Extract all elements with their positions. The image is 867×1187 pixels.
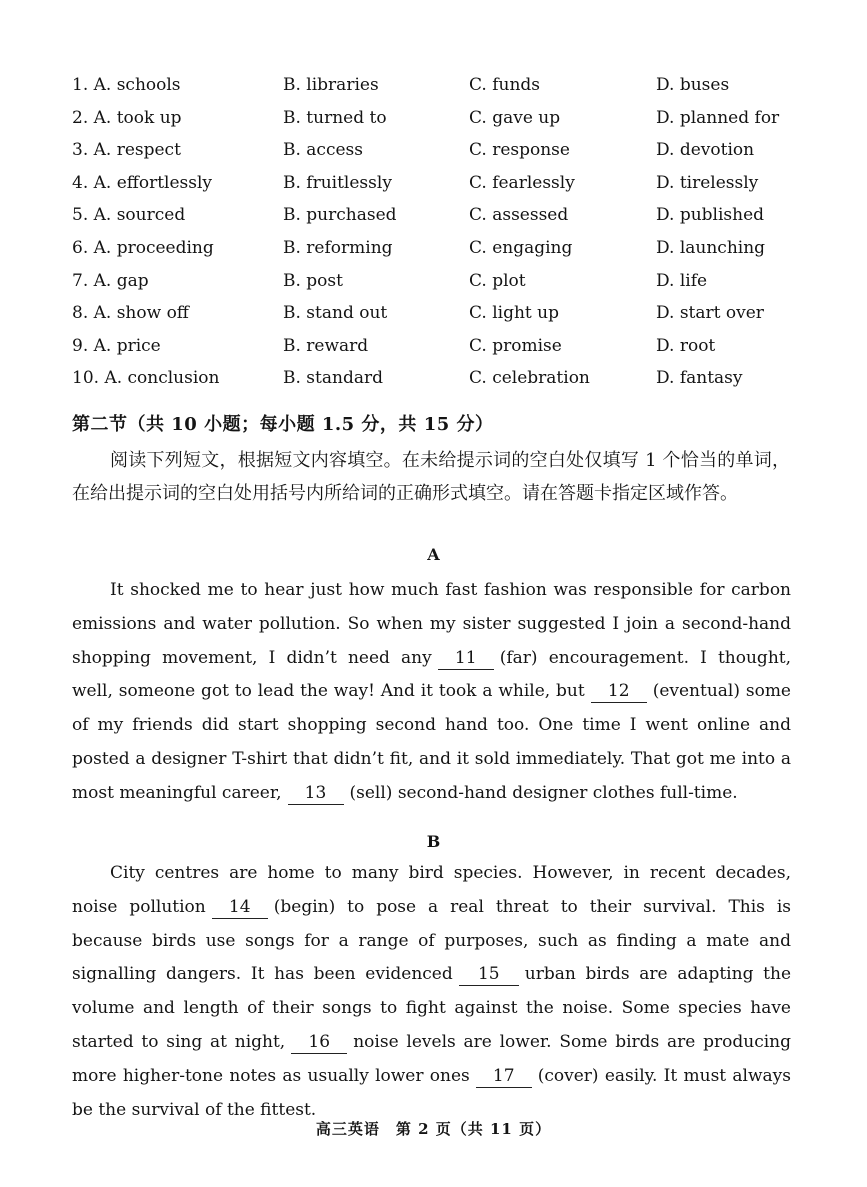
option-row-9	[72, 333, 812, 366]
option-b: B. post	[283, 270, 343, 291]
option-d: D. life	[656, 270, 708, 291]
option-c: C. promise	[469, 335, 562, 356]
option-row-7	[72, 268, 812, 301]
option-b: B. stand out	[283, 303, 388, 324]
passage-text: (cover) easily. It must always be the survival of the fittest.	[72, 1065, 791, 1120]
option-a: 8. A. show off	[72, 303, 189, 324]
option-c: C. fearlessly	[469, 172, 575, 193]
option-d: D. planned for	[656, 107, 780, 128]
option-b: B. turned to	[283, 107, 387, 128]
option-c: C. engaging	[469, 237, 573, 258]
option-c: C. funds	[469, 75, 541, 95]
option-b: B. purchased	[283, 205, 397, 226]
passage-text: City centres are home to many bird species. However, in recent decades, noise pollution	[72, 863, 791, 917]
passage-a-title: A	[427, 545, 440, 564]
page-footer: 高三英语 第 2 页（共 11 页）	[315, 1120, 552, 1138]
option-a: 7. A. gap	[72, 270, 149, 291]
option-d: D. start over	[656, 303, 764, 324]
blank-12: 12	[591, 680, 647, 703]
option-b: B. libraries	[283, 75, 379, 95]
option-b: B. standard	[283, 368, 383, 389]
option-row-6	[72, 235, 812, 268]
option-b: B. fruitlessly	[283, 172, 392, 193]
option-a: 10. A. conclusion	[72, 368, 220, 389]
passage-a	[72, 574, 791, 811]
option-b: B. access	[283, 140, 363, 161]
option-row-1	[72, 72, 812, 105]
blank-16: 16	[291, 1031, 347, 1054]
option-d: D. fantasy	[656, 368, 743, 389]
option-a: 5. A. sourced	[72, 205, 186, 226]
option-d: D. tirelessly	[656, 172, 759, 193]
options-table	[72, 72, 812, 398]
passage-text: It shocked me to hear just how much fast fashion was responsible for carbon emissions and water pollution. So when my sister suggested I join a second-hand shopping movement, I didn’t need any	[72, 580, 791, 668]
option-d: D. buses	[656, 75, 730, 95]
option-d: D. published	[656, 205, 765, 226]
blank-17: 17	[476, 1065, 532, 1088]
option-a: 1. A. schools	[72, 75, 181, 95]
option-c: C. gave up	[469, 107, 561, 128]
option-row-8	[72, 300, 812, 333]
option-row-2	[72, 105, 812, 138]
section-instructions: 阅读下列短文，根据短文内容填空。在未给提示词的空白处仅填写 1 个恰当的单词，在给出提示词的空白处用括号内所给词的正确形式填空。请在答题卡指定区域作答。	[72, 450, 790, 504]
blank-11: 11	[438, 647, 494, 670]
option-a: 6. A. proceeding	[72, 237, 214, 258]
option-row-3	[72, 137, 812, 170]
option-a: 9. A. price	[72, 335, 161, 356]
option-b: B. reward	[283, 335, 369, 356]
option-c: C. celebration	[469, 368, 590, 389]
passage-text: (sell) second-hand designer clothes full-time.	[349, 782, 738, 803]
passage-text: (far) encouragement. I thought, well, someone got to lead the way! And it took a while, but	[72, 647, 791, 702]
passage-b-title: B	[426, 832, 441, 851]
option-c: C. response	[469, 140, 570, 161]
option-a: 3. A. respect	[72, 140, 181, 161]
option-b: B. reforming	[283, 237, 393, 258]
option-c: C. light up	[469, 303, 559, 324]
blank-14: 14	[212, 896, 268, 919]
passage-text: (begin) to pose a real threat to their survival. This is because birds use songs for a range of purposes, such as finding a mate and signalling dangers. It has been evidenced	[72, 896, 792, 985]
option-row-4	[72, 170, 812, 203]
option-d: D. devotion	[656, 140, 755, 161]
blank-15: 15	[459, 963, 519, 986]
option-c: C. assessed	[469, 205, 569, 226]
passage-text: urban birds are adapting the volume and length of their songs to fight against the noise. Some species have started to sing at night,	[72, 964, 792, 1052]
passage-b	[72, 857, 791, 1127]
passage-text: (eventual) some of my friends did start shopping second hand too. One time I went online and posted a designer T-shirt that didn’t fit, and it sold immediately. That got me into a most meaningful career,	[72, 681, 791, 803]
option-d: D. root	[656, 335, 716, 356]
blank-13: 13	[288, 782, 344, 805]
option-a: 2. A. took up	[72, 107, 182, 128]
option-row-5	[72, 202, 812, 235]
option-d: D. launching	[656, 237, 766, 258]
option-a: 4. A. effortlessly	[72, 172, 213, 193]
option-row-10	[72, 365, 812, 398]
option-c: C. plot	[469, 270, 526, 291]
passage-text: noise levels are lower. Some birds are producing more higher-tone notes as usually lower ones	[72, 1031, 792, 1086]
section-heading: 第二节（共 10 小题；每小题 1.5 分，共 15 分）	[72, 414, 494, 435]
